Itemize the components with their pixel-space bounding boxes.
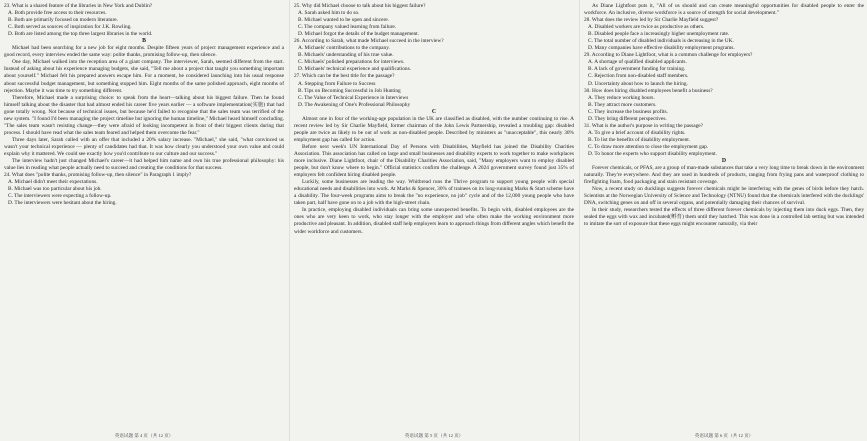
passage-d-paragraph: In their study, researchers tested the effects of three different forever chemicals by injecting them into duck eggs. Then, they sealed the eggs with wax and incubated(孵育) them until they hatched. This was done in a controlled lab setting but was intended to imitate the sort of exposure that these eggs might encounter naturally, via their xyxy=(584,207,864,228)
question-24-stem: 24. What does "polite thanks, promising follow-up, then silence" in Paragraph 1 imply? xyxy=(4,172,192,179)
option-25-b: B. Michael wanted to be open and sincere. xyxy=(298,17,389,24)
page-column-left xyxy=(4,3,284,431)
option-29-c: C. Rejection from non-disabled staff members. xyxy=(588,73,689,80)
column-divider xyxy=(579,0,580,441)
section-heading-c: C xyxy=(431,108,437,115)
option-30-b: B. They attract more customers. xyxy=(588,101,657,108)
option-27-b: B. Tips on Becoming Successful in Job Hunting xyxy=(298,87,401,94)
question-31-stem: 31. What is the author's purpose in writing the passage? xyxy=(584,122,703,129)
page-footer: 英语试题 第 5 页（共 12 页） xyxy=(404,433,464,438)
passage-d-paragraph: Now, a recent study on ducklings suggests forever chemicals might be interfering with the genes of birds before they hatch. Scientists at the Norwegian University of Science and Technology (NTNU) found that the chemicals interfered with the ducklings' DNA, switching genes on and off in several organs, and potentially damaging their chances of survival. xyxy=(584,186,864,207)
option-24-b: B. Michael was too particular about his job. xyxy=(8,186,102,193)
option-25-c: C. The company valued learning from failure. xyxy=(298,24,397,31)
option-28-a: A. Disabled workers are twice as productive as others. xyxy=(588,24,705,31)
page-column-right xyxy=(584,3,864,431)
passage-c-paragraph: Before next week's UN International Day of Persons with Disabilities, Mayfield has joined the Disability Charities Association. This association has called on large and small businesses and disability experts to work together to make workplaces more inclusive. Diane Lightfoot, chair of the Disability Charities Association, said, "Many employers want to employ disabled people, but don't know where to begin." Official statistics confirm the challenge. A 2024 government survey found just 35% of employers felt confident hiring disabled people. xyxy=(294,143,574,179)
option-26-b: B. Michaels' understanding of his true value. xyxy=(298,52,394,59)
passage-d-paragraph: Forever chemicals, or PFAS, are a group of man-made substances that take a very long time to break down in the environment naturally. They're everywhere. And they are used in hundreds of products, ranging from frying pans and waterproof clothing to firefighting foam, food packaging and stain resistant coverage. xyxy=(584,165,864,186)
option-23-b: B. Both are primarily focused on modern literature. xyxy=(8,17,118,24)
question-30-stem: 30. How does hiring disabled employees benefit a business? xyxy=(584,87,713,94)
page-footer: 英语试题 第 4 页（共 12 页） xyxy=(114,433,174,438)
option-25-a: A. Sarah asked him to do so. xyxy=(298,10,360,17)
option-27-c: C. The Value of Technical Experience in Interviews xyxy=(298,94,409,101)
passage-c-paragraph: Almost one in four of the working-age population in the UK are classified as disabled, with the number continuing to rise. A recent review led by Sir Charlie Mayfield, former chairman of the John Lewis Partnership, revealed a troubling gap: disabled people are twice as likely to be out of work as non-disabled people. Described by ministers as "unacceptable", this nearly 30% employment gap has called for action. xyxy=(294,115,574,143)
question-26-stem: 26. According to Sarah, what made Michael succeed in the interview? xyxy=(294,38,444,45)
question-27-stem: 27. Which can be the best title for the passage? xyxy=(294,73,395,80)
option-26-c: C. Michaels' polished preparations for interviews. xyxy=(298,59,405,66)
option-31-b: B. To list the benefits of disability employment. xyxy=(588,136,691,143)
question-29-stem: 29. According to Diane Lightfoot, what is a common challenge for employers? xyxy=(584,52,753,59)
passage-b-paragraph: The interview hadn't just changed Michael's career—it had helped him name and own his true professional philosophy: his value lies in reading what people actually need to succeed and creating the conditions for that success. xyxy=(4,158,284,172)
option-27-d: D. The Awakening of One's Professional Philosophy xyxy=(298,101,411,108)
option-26-d: D. Michaels' technical experience and qualifications. xyxy=(298,66,411,73)
passage-c-paragraph: In practice, employing disabled individuals can bring some unexpected benefits. To begin with, disabled employees are the ones who are very keen to work, who stay longer with the employer and who often make the working environment more productive and pleasant. In addition, disabled staff help employers learn to approach things from different angles which benefit the wider workforce and customers. xyxy=(294,207,574,235)
option-30-c: C. They increase the business profits. xyxy=(588,108,668,115)
option-25-d: D. Michael forgot the details of the budget management. xyxy=(298,31,419,38)
column-divider xyxy=(289,0,290,441)
passage-b-paragraph: Three days later, Sarah called with an offer that included a 20% salary increase. "Michael," she said, "what convinced us wasn't your technical experience — plenty of candidates had that. It was how clearly you understood your own value and could explain why it mattered. We could see exactly how you'd contribute to our culture and our success." xyxy=(4,136,284,157)
section-heading-b: B xyxy=(142,38,146,45)
passage-b-paragraph: One day, Michael walked into the reception area of a giant company. The interviewer, Sarah, seemed different from the start. Instead of asking about his experience managing budgets, she said, "Tell me about a project that taught you something important about yourself." Michael felt his prepared answers escape him. For a moment, he considered launching into his usual response about successful budget management, but something stopped him. Eight months of the same polished approach, eight months of rejection. Maybe it was time to try something different. xyxy=(4,59,284,94)
option-23-d: D. Both are listed among the top three largest libraries in the world. xyxy=(8,31,153,38)
option-28-c: C. The total number of disabled individuals is decreasing in the UK. xyxy=(588,38,734,45)
option-26-a: A. Michaels' contributions to the company. xyxy=(298,45,390,52)
passage-c-paragraph: Luckily, some businesses are leading the way. Whitbread runs the Thrive program to support young people with special educational needs and disabilities into work. At Marks & Spencer, 30% of trainees on its long-running Marks & Start scheme have a disability. The four-week programs aims to break the "no experience, no job" cycle and of the 12,000 young people who have taken part, half have gone on to a job with the high-street chain. xyxy=(294,179,574,207)
option-27-a: A. Stepping from Failure to Success xyxy=(298,80,376,87)
option-31-a: A. To give a brief account of disability rights. xyxy=(588,129,686,136)
option-29-d: D. Uncertainty about how to launch the hiring. xyxy=(588,80,688,87)
page-column-middle xyxy=(294,3,574,431)
option-30-a: A. They reduce working hours. xyxy=(588,94,655,101)
option-31-d: D. To honor the experts who support disability employment. xyxy=(588,150,717,157)
passage-c-paragraph: As Diane Lightfoot puts it, "All of us should and can create meaningful opportunities for disabled people to enter the workforce. An inclusive, diverse workforce is a source of strength for social development." xyxy=(584,3,864,17)
passage-b-paragraph: Therefore, Michael made a surprising choice: to speak from the heart—talking about his biggest failure. Then he found himself talking about the disaster that had almost ended his career five years earlier — a software implementation(实施) that had gone totally wrong. Not because of technical issues, but because he'd failed to recognise that the sales team was terrified of the new system. "I found I'd been managing the project timeline but ignoring the human timeline," Michael heard himself concluding. "The sales team wasn't resisting change—they were afraid of looking incompetent in front of their biggest clients during that process. I should have read what the sales team feared and helped them overcome the fear." xyxy=(4,94,284,136)
question-28-stem: 28. What does the review led by Sir Charlie Mayfield suggest? xyxy=(584,17,719,24)
option-31-c: C. To draw more attention to close the employment gap. xyxy=(588,143,709,150)
question-25-stem: 25. Why did Michael choose to talk about his biggest failure? xyxy=(294,3,426,9)
option-24-d: D. The interviewers were hesitant about the hiring. xyxy=(8,200,117,207)
section-heading-d: D xyxy=(721,158,727,165)
option-24-c: C. The interviewers were expecting a follow-up. xyxy=(8,193,112,200)
option-23-a: A. Both provide free access to their resources. xyxy=(8,10,107,17)
passage-b-paragraph: Michael had been searching for a new job for eight months. Despite fifteen years of project management experience and a good record, every interview ended the same way: polite thanks, promising follow-up, then silence. xyxy=(4,45,284,59)
option-28-b: B. Disabled people face a increasingly higher unemployment rate. xyxy=(588,31,730,38)
page-footer: 英语试题 第 6 页（共 12 页） xyxy=(694,433,754,438)
option-30-d: D. They bring different perspectives. xyxy=(588,115,667,122)
question-23-stem: 23. What is a shared feature of the libraries in New York and Dublin? xyxy=(4,3,153,9)
option-29-a: A. A shortage of qualified disabled applicants. xyxy=(588,59,687,66)
option-28-d: D. Many companies have effective disability employment programs. xyxy=(588,45,735,52)
option-23-c: C. Both served as sources of inspiration for J.K. Rowling. xyxy=(8,24,132,31)
option-24-a: A. Michael didn't meet their expectations. xyxy=(8,179,98,186)
option-29-b: B. A lack of government funding for training. xyxy=(588,66,686,73)
